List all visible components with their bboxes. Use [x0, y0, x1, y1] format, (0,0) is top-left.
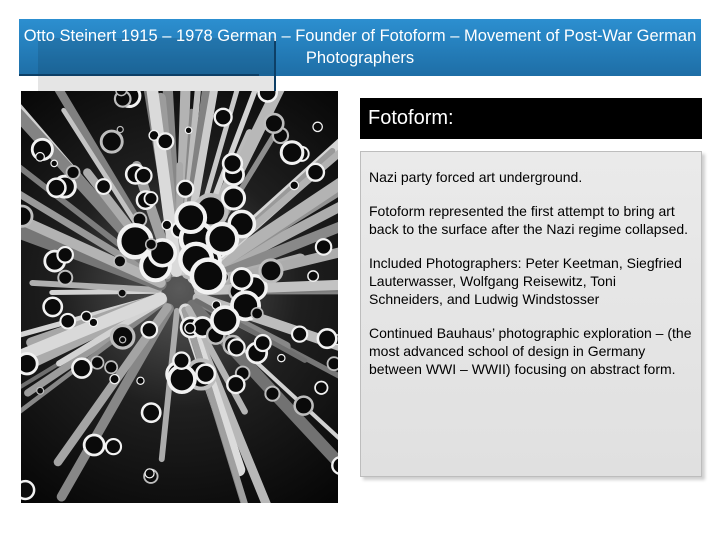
- tube-opening: [120, 337, 126, 343]
- tube-opening: [57, 247, 72, 262]
- tube-opening: [260, 260, 282, 282]
- slide-title-bar: [19, 19, 701, 76]
- tube-opening: [89, 318, 97, 326]
- tube-opening: [96, 179, 111, 194]
- tubes-artwork: [21, 91, 338, 503]
- tube-opening: [21, 354, 37, 374]
- slide-title: Otto Steinert 1915 – 1978 German – Founder of Fotoform – Movement of Post-War German Photographers: [23, 27, 697, 67]
- tube-opening: [114, 255, 126, 267]
- tube-opening: [223, 154, 242, 173]
- tube-opening: [51, 160, 58, 167]
- tube-opening: [176, 203, 205, 232]
- tube-opening: [137, 377, 144, 384]
- tube-opening: [295, 397, 313, 415]
- tube-opening: [47, 179, 65, 197]
- tube-opening: [142, 404, 160, 422]
- tube-opening: [157, 133, 173, 149]
- tube-opening: [116, 91, 127, 96]
- tube-opening: [60, 314, 75, 329]
- tube-opening: [192, 260, 225, 293]
- tube-opening: [173, 353, 189, 369]
- tube-opening: [315, 381, 327, 393]
- tube-opening: [281, 142, 303, 164]
- tube-opening: [292, 327, 307, 342]
- tube-opening: [36, 153, 45, 162]
- tube-opening: [145, 469, 154, 478]
- tube-opening: [144, 192, 157, 205]
- tube-opening: [229, 339, 245, 355]
- tube-opening: [290, 181, 299, 190]
- tube-opening: [328, 357, 338, 370]
- tube-opening: [67, 166, 80, 179]
- tube-opening: [265, 114, 284, 133]
- tube-opening: [37, 387, 44, 394]
- tube-opening: [215, 109, 232, 126]
- tube-opening: [212, 307, 238, 333]
- paragraph-4: Continued Bauhaus’ photographic exploration – (the most advanced school of design in Germany between WWI – WWII) focusing on abstract form.: [369, 325, 692, 377]
- section-heading: Fotoform:: [360, 98, 702, 139]
- tube-opening: [58, 271, 72, 285]
- tube-opening: [307, 164, 324, 181]
- tube-opening: [141, 322, 157, 338]
- tube-opening: [105, 361, 117, 373]
- tube-opening: [101, 131, 122, 152]
- tube-opening: [227, 376, 244, 393]
- tube-opening: [207, 224, 237, 254]
- tube-opening: [84, 435, 104, 455]
- tube-opening: [185, 127, 192, 134]
- title-accent-line: [19, 74, 259, 76]
- tube-opening: [185, 323, 195, 333]
- paragraph-2: Fotoform represented the first attempt to bring art back to the surface after the Nazi regime collapsed.: [369, 203, 689, 237]
- tube-opening: [231, 269, 251, 289]
- paragraph-3: Included Photographers: Peter Keetman, Siegfried Lauterwasser, Wolfgang Reisewitz, Toni Schneiders, and Ludwig Windstosser: [369, 255, 682, 307]
- tube-opening: [177, 181, 193, 197]
- tube-opening: [223, 187, 245, 209]
- content-box: [360, 151, 702, 477]
- tube-opening: [91, 356, 103, 368]
- tube-opening: [196, 365, 215, 384]
- tube: [32, 283, 159, 290]
- tube-opening: [313, 122, 322, 131]
- tubes-photograph: [21, 91, 338, 503]
- tube-opening: [106, 439, 121, 454]
- tube-opening: [110, 375, 119, 384]
- tube-opening: [169, 366, 195, 392]
- tube-opening: [72, 359, 91, 378]
- tube-opening: [251, 308, 262, 319]
- tube-opening: [265, 387, 279, 401]
- tube-opening: [21, 481, 34, 499]
- paragraph-1: Nazi party forced art underground.: [369, 169, 583, 185]
- tube-opening: [146, 239, 157, 250]
- tube-opening: [259, 91, 277, 101]
- tube-opening: [316, 239, 331, 254]
- tube-opening: [332, 457, 338, 474]
- tube-opening: [136, 168, 152, 184]
- tube-opening: [118, 289, 126, 297]
- tube-opening: [255, 335, 271, 351]
- tube-opening: [308, 271, 318, 281]
- tube-opening: [318, 329, 336, 347]
- tube-opening: [21, 206, 32, 226]
- tube-opening: [278, 354, 285, 361]
- tube-opening: [44, 298, 62, 316]
- tube-opening: [162, 220, 172, 230]
